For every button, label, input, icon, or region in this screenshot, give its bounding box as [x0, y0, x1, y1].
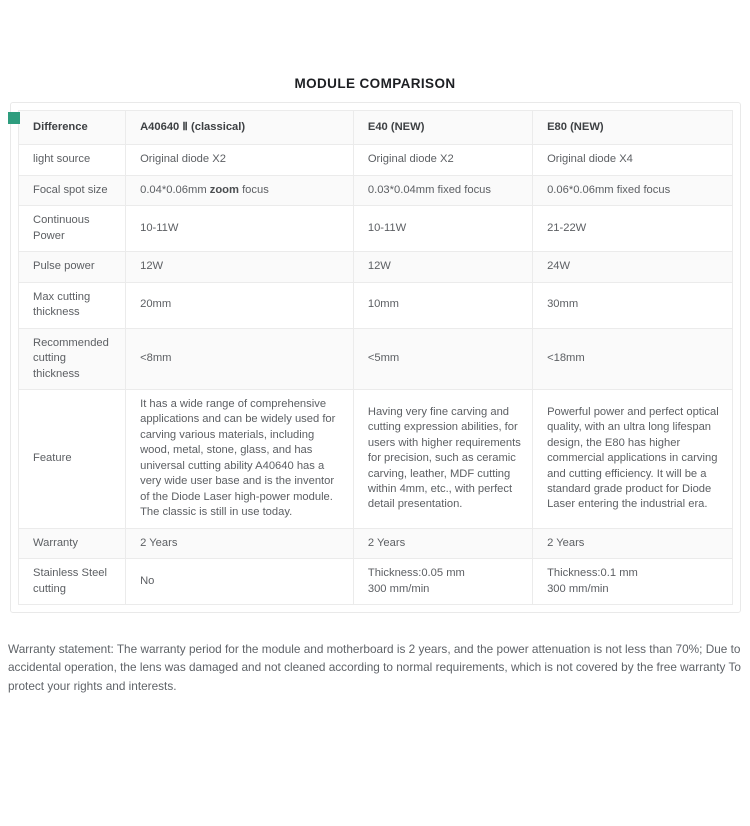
- table-row-pulse-power: [19, 252, 733, 282]
- table-cell: 12W: [126, 252, 354, 282]
- table-cell: 0.03*0.04mm fixed focus: [353, 175, 532, 205]
- table-cell: 10-11W: [126, 206, 354, 252]
- column-header-difference: Difference: [19, 111, 126, 145]
- table-row-max-cutting-thickness: [19, 282, 733, 328]
- table-cell: 20mm: [126, 282, 354, 328]
- table-cell: 0.06*0.06mm fixed focus: [533, 175, 733, 205]
- header-row: [19, 111, 733, 145]
- table-cell: 30mm: [533, 282, 733, 328]
- table-row-focal-spot-size: [19, 175, 733, 205]
- comparison-table-container: [10, 102, 741, 613]
- focal-text-prefix: 0.04*0.06mm: [140, 183, 210, 196]
- table-row-stainless-steel-cutting: [19, 559, 733, 605]
- table-cell: 10-11W: [353, 206, 532, 252]
- speed-line: 300 mm/min: [367, 582, 430, 595]
- row-label: Max cutting thickness: [19, 282, 126, 328]
- table-cell: 12W: [353, 252, 532, 282]
- thickness-line: Thickness:0.05 mm: [367, 567, 465, 580]
- module-comparison-table: [18, 110, 733, 605]
- table-row-feature: [19, 389, 733, 528]
- table-cell: 24W: [533, 252, 733, 282]
- table-cell: Original diode X2: [353, 145, 532, 175]
- table-cell: Original diode X4: [533, 145, 733, 175]
- focal-text-suffix: focus: [238, 183, 269, 196]
- table-cell: <5mm: [353, 328, 532, 389]
- table-cell: <8mm: [126, 328, 354, 389]
- focal-text-bold: zoom: [209, 183, 239, 196]
- table-row-light-source: [19, 145, 733, 175]
- table-row-continuous-power: [19, 206, 733, 252]
- row-label: Feature: [19, 389, 126, 528]
- table-cell: 2 Years: [533, 528, 733, 558]
- table-cell: It has a wide range of comprehensive applications and can be widely used for carving various materials, including wood, metal, stone, glass, and has universal cutting ability A40640 has a very wide user base and is the inventor of the Diode Laser high-power module. The classic is still in use today.: [126, 389, 354, 528]
- table-cell: [533, 559, 733, 605]
- table-cell: 21-22W: [533, 206, 733, 252]
- table-cell: 2 Years: [126, 528, 354, 558]
- column-header-e40: E40 (NEW): [353, 111, 532, 145]
- row-label: Recommended cutting thickness: [19, 328, 126, 389]
- table-cell: 2 Years: [353, 528, 532, 558]
- table-cell: 10mm: [353, 282, 532, 328]
- row-label: Focal spot size: [19, 175, 126, 205]
- thickness-line: Thickness:0.1 mm: [547, 567, 638, 580]
- table-row-warranty: [19, 528, 733, 558]
- row-label: light source: [19, 145, 126, 175]
- row-label: Warranty: [19, 528, 126, 558]
- table-cell: [353, 559, 532, 605]
- table-cell: <18mm: [533, 328, 733, 389]
- accent-square: [8, 112, 20, 124]
- table-cell: No: [126, 559, 354, 605]
- warranty-statement: Warranty statement: The warranty period for the module and motherboard is 2 years, and the power attenuation is not less than 70%; Due to accidental operation, the lens was damaged and not cleaned according to normal requirements, which is not covered by the free warranty To protect your rights and interests.: [8, 641, 741, 693]
- table-cell: Original diode X2: [126, 145, 354, 175]
- speed-line: 300 mm/min: [547, 582, 609, 595]
- table-cell: Having very fine carving and cutting expression abilities, for users with higher requirements for precision, such as ceramic carving, leather, MDF cutting within 4mm, etc., with perfect detail presentation.: [353, 389, 532, 528]
- row-label: Pulse power: [19, 252, 126, 282]
- table-row-recommended-cutting-thickness: [19, 328, 733, 389]
- page-title: MODULE COMPARISON: [294, 76, 456, 91]
- column-header-e80: E80 (NEW): [533, 111, 733, 145]
- row-label: Continuous Power: [19, 206, 126, 252]
- table-cell: Powerful power and perfect optical quality, with an ultra long lifespan design, the E80 has higher commercial applications in carving and cutting efficiency. It will be a standard grade product for Diode Laser entering the industrial era.: [533, 389, 733, 528]
- row-label: Stainless Steel cutting: [19, 559, 126, 605]
- column-header-a40640: A40640 Ⅱ (classical): [126, 111, 354, 145]
- table-cell: [126, 175, 354, 205]
